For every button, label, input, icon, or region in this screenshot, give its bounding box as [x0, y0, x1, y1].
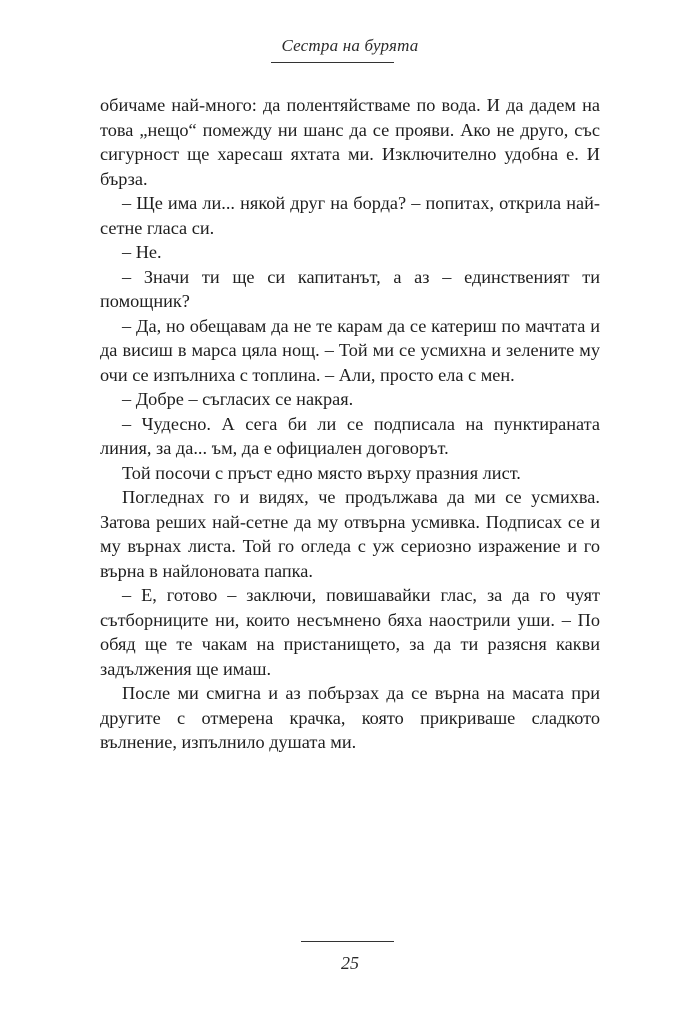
paragraph: – Ще има ли... някой друг на борда? – попитах, открила най-сетне гласа си. [100, 193, 600, 238]
paragraph: – Да, но обещавам да не те карам да се катериш по мачтата и да висиш в марса цяла нощ. – Той ми се усмихна и зелените му очи се изпълниха с топлина. – Али, просто ела с мен. [100, 315, 600, 385]
paragraph: После ми смигна и аз побързах да се върна на масата при другите с отмерена крачка, която прикриваше сладкото вълнение, изпълнило душата ми. [100, 683, 600, 752]
paragraph: – Не. [122, 242, 162, 262]
header-rule [271, 62, 394, 63]
paragraph: обичаме най-много: да полентяйстваме по вода. И да дадем на това „нещо“ помежду ни шанс да се прояви. Ако не друго, със сигурност ще харесаш яхтата ми. Изключително удобна е. И бърза. [100, 95, 600, 189]
paragraph: – Е, готово – заключи, повишавайки глас, за да го чуят сътборниците ни, които несъмнено бяха наострили уши. – По обяд ще те чакам на пристанището, за да ти разясня какви задължения ще имаш. [100, 585, 600, 679]
page-number: 25 [341, 953, 359, 973]
paragraph: – Значи ти ще си капитанът, а аз – единственият ти помощник? [100, 266, 600, 311]
paragraph: Той посочи с пръст едно място върху празния лист. [122, 462, 521, 483]
paragraph: – Чудесно. А сега би ли се подписала на пунктираната линия, за да... ъм, да е официален договорът. [100, 413, 600, 458]
running-header: Сестра на бурята [281, 36, 419, 55]
paragraph: – Добре – съгласих се накрая. [122, 389, 354, 409]
footer-rule [301, 941, 394, 942]
paragraph: Погледнах го и видях, че продължава да ми се усмихва. Затова реших най-сетне да му отвърна усмивка. Подписах се и му върнах листа. Той го огледа с уж сериозно изражение и го върна в найлоновата папка. [100, 487, 600, 581]
body-text [100, 93, 600, 755]
